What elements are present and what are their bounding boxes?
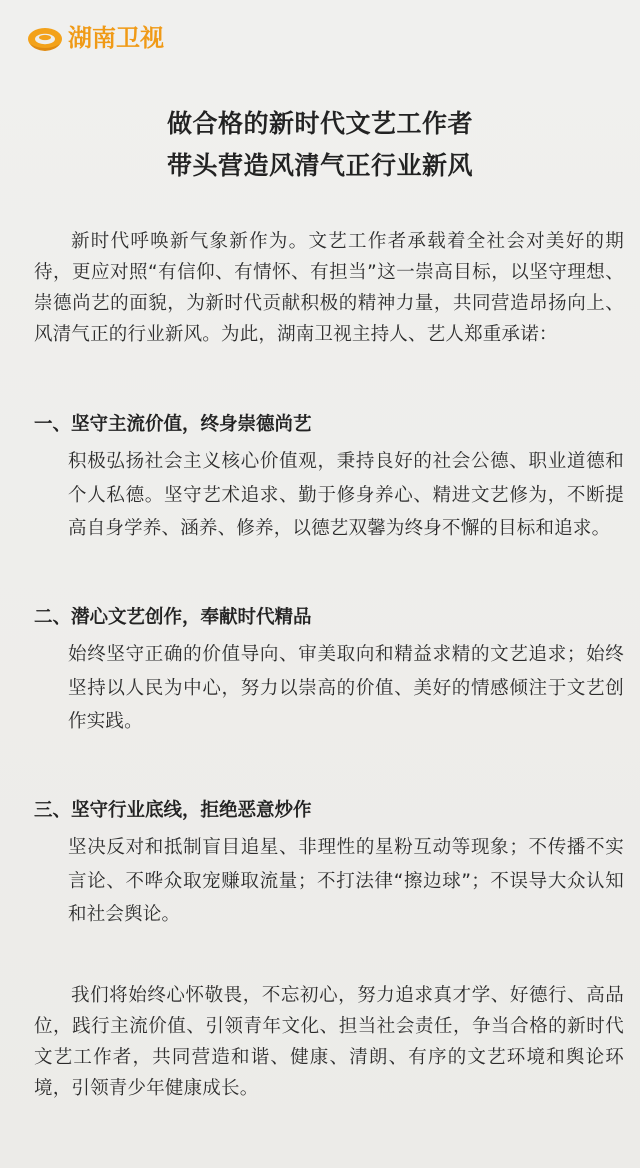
intro-paragraph [34,226,624,350]
section-heading-3: 三、坚守行业底线，拒绝恶意炒作 [34,800,312,821]
mango-logo-icon [26,23,64,53]
intro-text: 新时代呼唤新气象新作为。文艺工作者承载着全社会对美好的期待，更应对照“有信仰、有情怀、有担当”这一崇高目标，以坚守理想、崇德尚艺的面貌，为新时代贡献积极的精神力量，共同营造昂扬向上、风清气正的行业新风。为此，湖南卫视主持人、艺人郑重承诺： [34,231,624,345]
closing-paragraph [34,980,624,1104]
section-body-3: 坚决反对和抵制盲目追星、非理性的星粉互动等现象；不传播不实言论、不哗众取宠赚取流量；不打法律“擦边球”；不误导大众认知和社会舆论。 [68,837,624,925]
section-body-1: 积极弘扬社会主义核心价值观，秉持良好的社会公德、职业道德和个人私德。坚守艺术追求、勤于修身养心、精进文艺修为，不断提高自身学养、涵养、修养，以德艺双馨为终身不懈的目标和追求。 [68,451,624,539]
section-body-2: 始终坚守正确的价值导向、审美取向和精益求精的文艺追求；始终坚持以人民为中心，努力以崇高的价值、美好的情感倾注于文艺创作实践。 [68,644,624,732]
section-heading-1: 一、坚守主流价值，终身崇德尚艺 [34,414,312,435]
logo-text: 湖南卫视 [68,24,164,52]
document-title-line-1: 做合格的新时代文艺工作者 [166,109,473,138]
section-heading-2: 二、潜心文艺创作，奉献时代精品 [34,607,312,628]
channel-logo [26,20,164,56]
document-title-line-2: 带头营造风清气正行业新风 [166,151,473,180]
closing-text: 我们将始终心怀敬畏，不忘初心，努力追求真才学、好德行、高品位，践行主流价值、引领青年文化、担当社会责任，争当合格的新时代文艺工作者，共同营造和谐、健康、清朗、有序的文艺环境和舆论环境，引领青少年健康成长。 [34,985,624,1099]
